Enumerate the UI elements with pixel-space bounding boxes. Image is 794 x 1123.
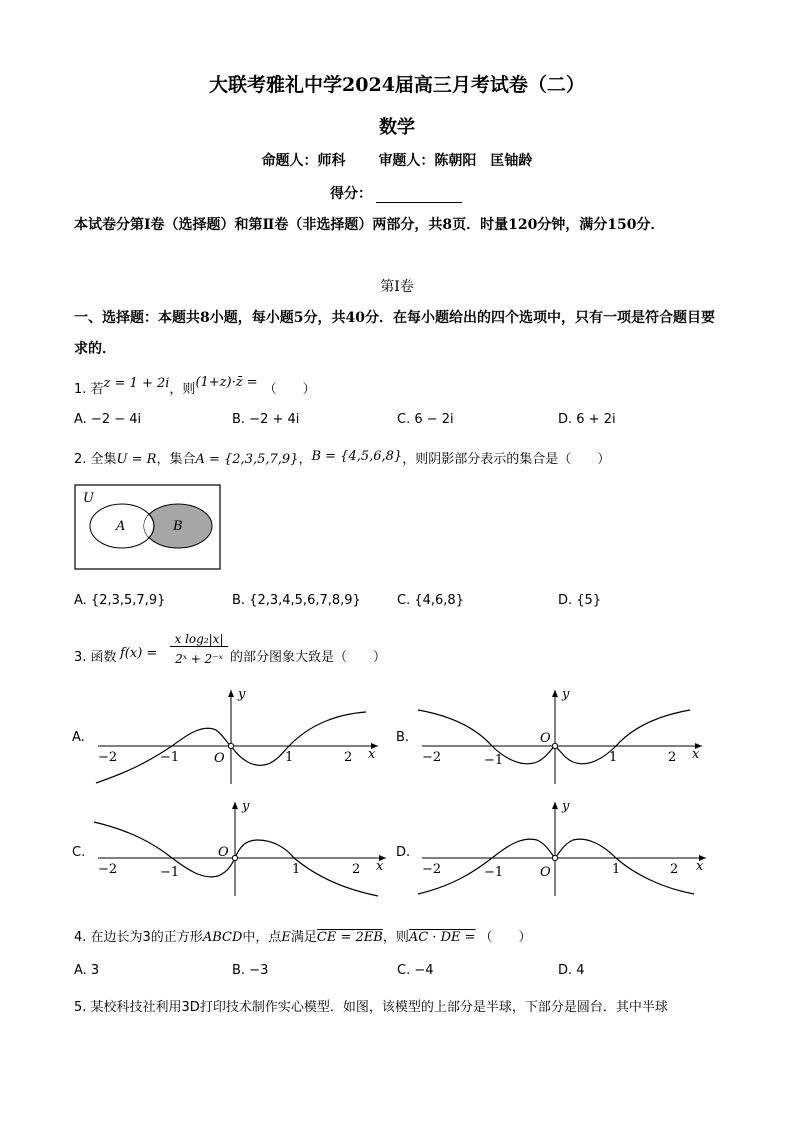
tick-2: 2	[344, 750, 353, 765]
y-label: y	[238, 687, 246, 702]
y-label: y	[562, 687, 570, 702]
label-u: U	[83, 491, 94, 506]
q1-expr-z: z = 1 + 2i	[103, 376, 170, 391]
curve	[418, 710, 690, 764]
subject-title: 数学	[379, 117, 415, 138]
q1-option-c: C. 6 − 2i	[397, 412, 454, 427]
y-arrow-icon	[228, 690, 234, 697]
tick-neg2: −2	[422, 862, 442, 877]
q4-option-c: C. −4	[397, 963, 434, 978]
question-1-stem: 1. 若z = 1 + 2i，则(1+z)·z̄ = （ ）	[74, 375, 316, 397]
y-arrow-icon	[552, 690, 558, 697]
q2-option-d: D. {5}	[558, 593, 602, 608]
question-4-stem: 4. 在边长为3的正方形ABCD中，点E满足CE = 2EB，则AC · DE = （ ）	[74, 930, 532, 945]
q1-option-d: D. 6 + 2i	[558, 412, 616, 427]
x-label: x	[368, 747, 376, 762]
tick-neg2: −2	[422, 750, 442, 765]
tick-1: 1	[292, 862, 301, 877]
q3-denominator: 2ˣ + 2⁻ˣ	[175, 652, 223, 666]
q1-option-b: B. −2 + 4i	[232, 412, 300, 427]
origin-label: O	[218, 845, 229, 860]
origin-hole	[228, 743, 233, 748]
y-label: y	[242, 799, 250, 814]
q4-dot-product: AC · DE =	[408, 930, 476, 945]
x-label: x	[692, 747, 700, 762]
q3-option-b-label: B.	[396, 730, 410, 745]
q3-option-c-label: C.	[72, 845, 86, 860]
x-label: x	[696, 859, 704, 874]
origin-hole	[232, 855, 237, 860]
tick-neg1: −1	[160, 750, 180, 765]
setter: 命题人：师科	[261, 153, 346, 169]
tick-2: 2	[668, 750, 677, 765]
y-arrow-icon	[552, 802, 558, 809]
score-field	[330, 183, 462, 203]
tick-neg1: −1	[160, 865, 180, 880]
label-a: A	[116, 519, 126, 534]
q3-graph-d	[412, 796, 712, 900]
question-2-stem: 2. 全集U = R，集合A = {2,3,5,7,9}，B = {4,5,6,8}，则阴影部分表示的集合是（ ）	[74, 449, 611, 467]
tick-neg1: −1	[484, 753, 504, 768]
tick-2: 2	[352, 862, 361, 877]
exam-intro: 本试卷分第Ⅰ卷（选择题）和第Ⅱ卷（非选择题）两部分，共8页．时量120分钟，满分150分．	[74, 217, 665, 233]
tick-1: 1	[612, 862, 621, 877]
q4-option-b: B. −3	[232, 963, 269, 978]
label-b: B	[173, 519, 183, 534]
authors-line	[0, 150, 794, 170]
tick-neg2: −2	[98, 750, 118, 765]
venn-diagram	[74, 484, 222, 572]
q4-option-a: A. 3	[74, 963, 100, 978]
q2-option-c: C. {4,6,8}	[397, 593, 464, 608]
q3-graph-c	[88, 796, 392, 900]
tick-neg2: −2	[98, 862, 118, 877]
q4-vector-condition: CE = 2EB	[316, 930, 383, 945]
curve	[418, 839, 694, 894]
y-arrow-icon	[232, 802, 238, 809]
part-title: 第Ⅰ卷	[380, 279, 414, 295]
y-label: y	[562, 799, 570, 814]
q1-option-a: A. −2 − 4i	[74, 412, 142, 427]
tick-1: 1	[285, 750, 294, 765]
q4-option-d: D. 4	[558, 963, 585, 978]
question-5-stem: 5. 某校科技社利用3D打印技术制作实心模型．如图，该模型的上部分是半球，下部分是圆台．其中半球	[74, 1000, 668, 1015]
score-blank	[376, 188, 462, 203]
origin-label: O	[540, 731, 551, 746]
q3-option-a-label: A.	[72, 730, 85, 745]
x-label: x	[376, 859, 384, 874]
origin-hole	[552, 855, 557, 860]
q3-func-name: f(x) =	[120, 646, 158, 661]
reviewer: 审题人：陈朝阳 匡铀龄	[378, 153, 533, 169]
section-1-heading: 一、选择题：本题共8小题，每小题5分，共40分．在每小题给出的四个选项中，只有一项是符合题目要求的．	[74, 310, 715, 357]
question-3-stem: 3. 函数	[74, 650, 117, 665]
q3-stem-tail: 的部分图象大致是（ ）	[230, 650, 387, 665]
exam-title: 大联考雅礼中学2024届高三月考试卷（二）	[209, 74, 585, 96]
tick-1: 1	[609, 750, 618, 765]
q2-option-b: B. {2,3,4,5,6,7,8,9}	[232, 593, 361, 608]
q1-expr: (1+z)·z̄ =	[195, 375, 258, 390]
origin-label: O	[214, 751, 225, 766]
tick-neg1: −1	[484, 865, 504, 880]
q3-numerator: x log₂|x|	[170, 632, 228, 647]
q3-option-d-label: D.	[396, 845, 411, 860]
q3-graph-b	[412, 684, 708, 788]
q2-option-a: A. {2,3,5,7,9}	[74, 593, 166, 608]
tick-2: 2	[670, 862, 679, 877]
origin-label: O	[540, 865, 551, 880]
origin-hole	[552, 743, 557, 748]
score-label: 得分：	[330, 186, 372, 202]
q3-graph-a	[88, 684, 384, 788]
